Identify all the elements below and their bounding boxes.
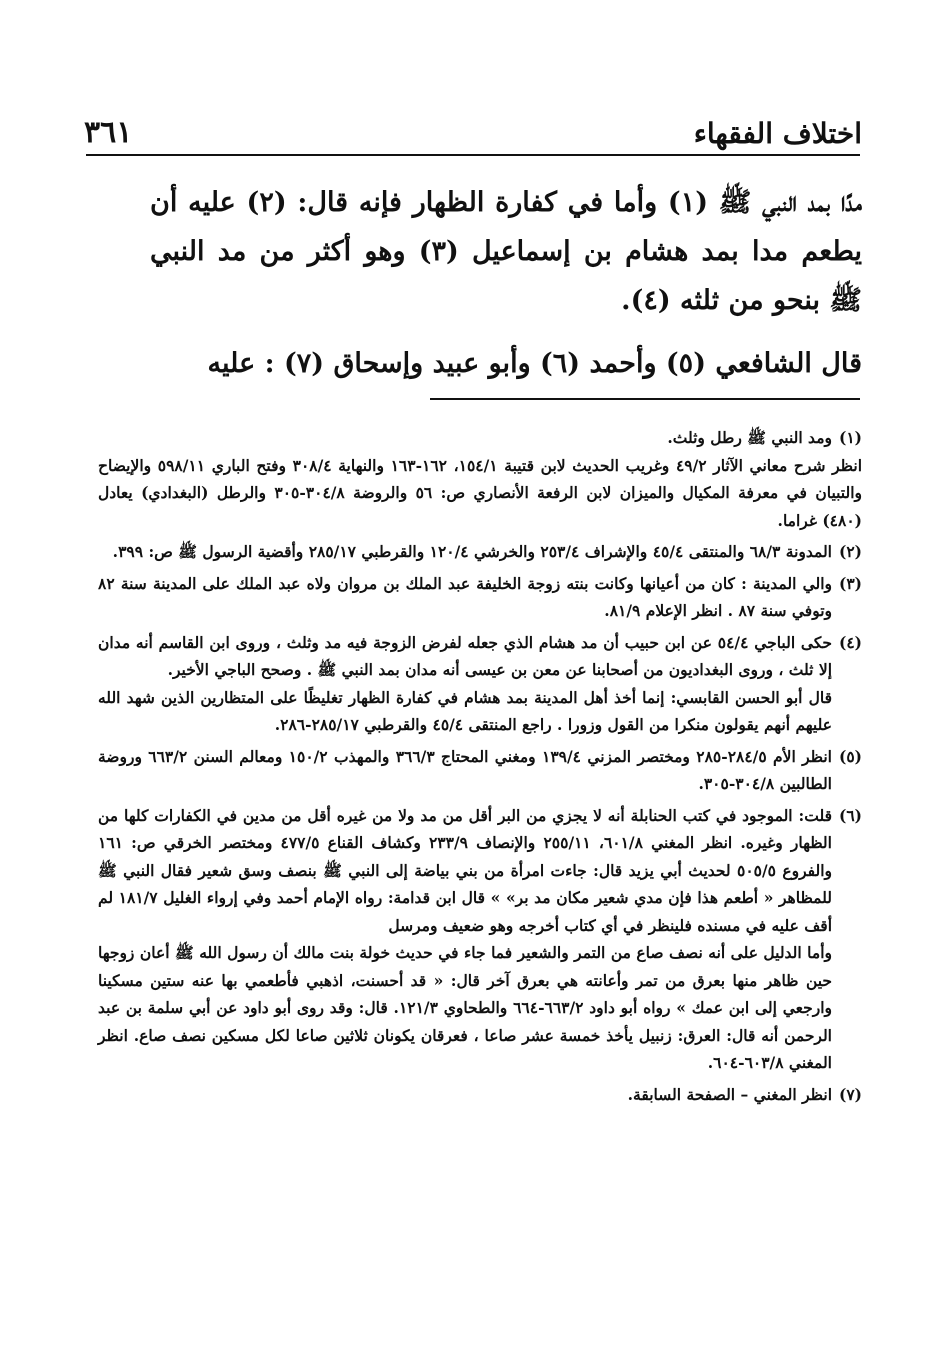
footnote-number: (٤): [838, 632, 862, 652]
running-title: اختلاف الفقهاء: [693, 117, 862, 150]
footnote-text: المدونة ٦٨/٣ والمنتقى ٤٥/٤ والإشراف ٢٥٣/٤ والخرشي ١٢٠/٤ والقرطبي ٢٨٥/١٧ وأقضية الرسول ﷺ ص: ٣٩٩.: [112, 542, 832, 561]
footnote-number: (٧): [838, 1084, 862, 1104]
footnote-text: قال أبو الحسن القابسي: إنما أخذ أهل المدينة بمد هشام في كفارة الظهار تغليظًا على المتظارين الذين شهد الله عليهم أنهم يقولون منكرا من القول وزورا . راجع المنتقى ٤٥/٤ والقرطبي ٢٨٥/١٧-٢٨٦.: [98, 687, 832, 734]
footnote: [98, 629, 862, 739]
footnote: [98, 538, 862, 566]
footnote: [98, 1081, 862, 1109]
footnote: [98, 424, 862, 534]
page-number: ٣٦١: [84, 115, 133, 150]
footnote-number: (٥): [838, 746, 862, 766]
main-paragraph: مدًا بمد النبي ﷺ (١) وأما في كفارة الظهار فإنه قال: (٢) عليه أن يطعم مدا بمد هشام بن إسماعيل (٣) وهو أكثر من مد النبي ﷺ بنحو من ثلثه (٤).: [150, 187, 863, 316]
main-text: [150, 178, 862, 325]
footnotes: [98, 424, 862, 1112]
footnote-number: (٣): [838, 573, 862, 593]
page-header: [84, 104, 862, 150]
footnote-number: (٢): [838, 542, 862, 561]
footnote: [98, 802, 862, 1077]
footnote: [98, 570, 862, 625]
footnote-text: قلت: الموجود في كتب الحنابلة أنه لا يجزي من البر أقل من مد ولا من غيره أقل من مدين في الكفارات كلها من الظهار وغيره. انظر المغني ٦٠١/٨، ٢٥٥/١١ والإنصاف ٢٣٣/٩ وكشاف القناع ٤٧٧/٥ ومختصر الخرقي ص: ١٦١ والفروع ٥٠٥/٥ لحديث أبي يزيد قال: جاءت امرأة من بني بياضة إلى النبي ﷺ بنصف وسق شعير فقال النبي ﷺ للمظاهر « أطعم هذا فإن مدي شعير مكان مد بر» » قال ابن قدامة: رواه الإمام أحمد وفي إرواء الغليل ١٨١/٧ لم أقف عليه في مسنده فلينظر في أي كتاب أخرجه وهو ضعيف ومرسل: [98, 805, 832, 935]
jurists-line: قال الشافعي (٥) وأحمد (٦) وأبو عبيد وإسحاق (٧) : عليه: [207, 348, 862, 379]
footnote-text: انظر شرح معاني الآثار ٤٩/٢ وغريب الحديث لابن قتيبة ١٥٤/١، ١٦٢-١٦٣ والنهاية ٣٠٨/٤ وفتح الباري ٥٩٨/١١ والإيضاح والتبيان في معرفة المكيال والميزان لابن الرفعة الأنصاري ص: ٥٦ والروضة ٣٠٤/٨-٣٠٥ والرطل (البغدادي) يعادل (٤٨٠) غراما.: [98, 455, 862, 530]
jurists-statement: [150, 344, 862, 384]
footnote-number: (١): [838, 428, 862, 447]
header-rule: [86, 154, 860, 156]
footnote-text: حكى الباجي ٥٤/٤ عن ابن حبيب أن مد هشام الذي جعله لفرض الزوجة فيه مد وثلث ، وروى ابن القاسم أنه مدان إلا ثلث ، وروى البغداديون من أصحابنا عن معن بن عيسى أنه مدان بمد النبي ﷺ . وصحح الباجي الأخير.: [98, 632, 832, 679]
footnote-number: (٦): [838, 805, 862, 825]
footnote-separator-rule: [430, 398, 860, 400]
footnote-text: والي المدينة : كان من أعيانها وكانت بنته زوجة الخليفة عبد الملك بن مروان ولاه عبد الملك على المدينة سنة ٨٢ وتوفي سنة ٨٧ . انظر الإعلام ٨١/٩.: [98, 573, 832, 620]
footnote-text: وأما الدليل على أنه نصف صاع من التمر والشعير فما جاء في حديث خولة بنت مالك أن رسول الله ﷺ أعان زوجها حين ظاهر منها بعرق من تمر وأعانته هي بعرق آخر قال: « قد أحسنت، اذهبي فأطعمي بها عنه ستين مسكينا وارجعي إلى ابن عمك » رواه أبو داود ٦٦٣/٢-٦٦٤ والطحاوي ١٢١/٣. قال: وقد روى أبو داود عن أبي سلمة بن عبد الرحمن أنه قال: العرق: زنبيل يأخذ خمسة عشر صاعا ، فعرقان يكونان ثلاثين صاعا لكل مسكين نصف صاع. انظر المغني ٦٠٣/٨-٦٠٤.: [98, 943, 833, 1072]
footnote: [98, 743, 862, 798]
footnote-text: انظر الأم ٢٨٤/٥-٢٨٥ ومختصر المزني ١٣٩/٤ ومغني المحتاج ٣٦٦/٣ والمهذب ١٥٠/٢ ومعالم السنن ٦٦٣/٢ وروضة الطالبين ٣٠٤/٨-٣٠٥.: [98, 746, 832, 793]
footnote-text: ومد النبي ﷺ رطل وثلث.: [667, 428, 832, 447]
footnote-text: انظر المغني – الصفحة السابقة.: [627, 1084, 832, 1104]
